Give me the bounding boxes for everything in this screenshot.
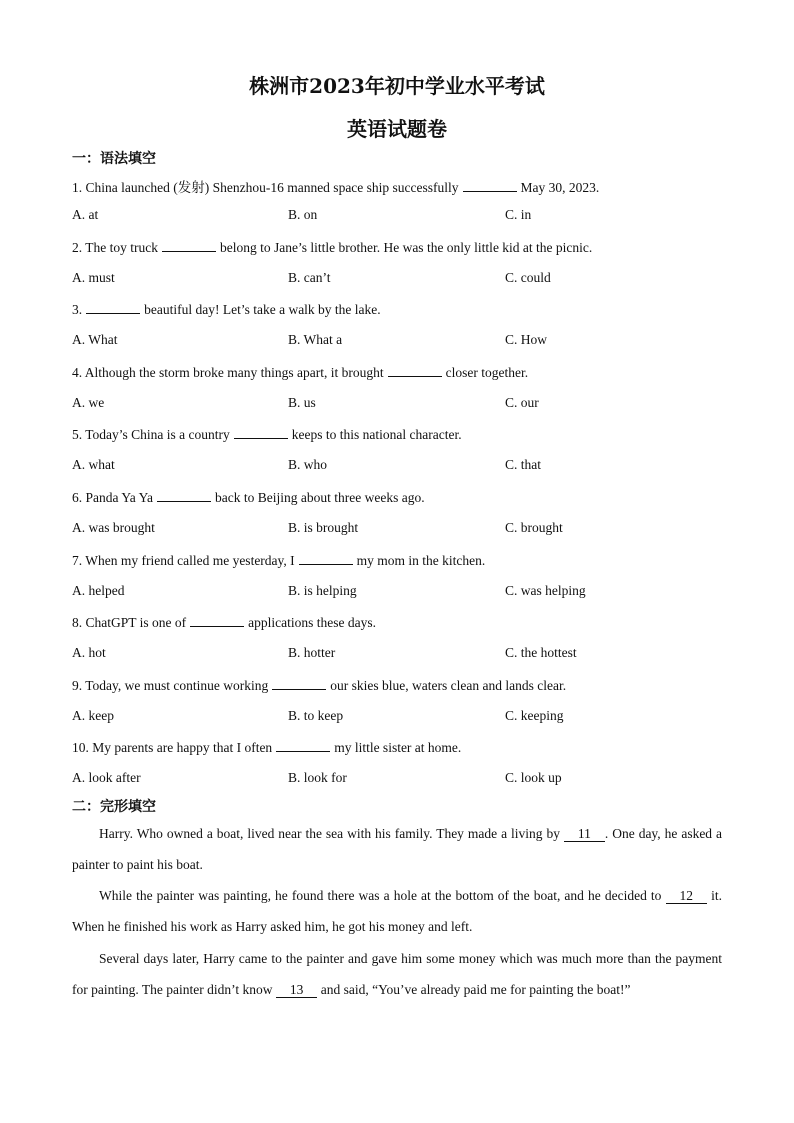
question-5	[72, 426, 462, 443]
option-b: B. hotter	[288, 645, 336, 661]
question-text-after: our skies blue, waters clean and lands clear.	[330, 677, 567, 693]
section-2-heading: 二：完形填空	[72, 799, 156, 815]
question-text-before: 1. China launched (发射) Shenzhou-16 manned space ship successfully	[72, 180, 459, 195]
answer-blank	[463, 179, 517, 192]
option-b: B. is brought	[288, 520, 359, 535]
question-text-before: 2. The toy truck	[72, 239, 158, 255]
question-text-after: my little sister at home.	[334, 740, 462, 756]
question-text-after: beautiful day! Let’s take a walk by the lake.	[144, 302, 381, 318]
option-b: B. who	[288, 457, 328, 473]
option-a: A. must	[72, 269, 115, 285]
option-c: C. look up	[505, 770, 562, 786]
option-a: A. was brought	[72, 520, 155, 535]
option-a: A. what	[72, 457, 115, 473]
exam-subtitle: 英语试题卷	[347, 117, 447, 141]
para-1-text-b: . One day, he asked a painter to paint his boat.	[72, 826, 723, 872]
para-3-text-a: Several days later, Harry came to the painter and gave him some money which was much more than the payment for painting. The painter didn’t know	[72, 951, 722, 997]
question-text-before: 9. Today, we must continue working	[72, 677, 269, 693]
cloze-paragraph-2	[72, 880, 722, 942]
question-text-after: May 30, 2023.	[520, 180, 600, 195]
option-a: A. at	[72, 207, 99, 222]
option-a: A. we	[72, 394, 105, 410]
answer-blank	[86, 301, 140, 314]
option-a: A. helped	[72, 582, 125, 598]
answer-blank	[272, 677, 326, 690]
question-text-after: my mom in the kitchen.	[356, 552, 486, 568]
question-6	[72, 489, 425, 506]
question-text-before: 7. When my friend called me yesterday, I	[72, 552, 295, 568]
option-c: C. our	[505, 394, 539, 410]
question-4	[72, 364, 528, 381]
para-2-text-a: While the painter was painting, he found there was a hole at the bottom of the boat, and he decided to	[99, 888, 662, 903]
question-1	[72, 176, 599, 196]
question-3	[72, 301, 381, 318]
option-b: B. look for	[288, 770, 347, 786]
question-text-before: 5. Today’s China is a country	[72, 427, 230, 443]
option-b: B. is helping	[288, 582, 357, 598]
cloze-blank-13: 13	[276, 983, 318, 998]
answer-blank	[157, 489, 211, 502]
section-1-heading: 一：语法填空	[72, 151, 156, 167]
question-text-before: 6. Panda Ya Ya	[72, 490, 154, 505]
question-text-before: 8. ChatGPT is one of	[72, 615, 187, 631]
cloze-blank-11: 11	[564, 827, 605, 842]
answer-blank	[190, 614, 244, 627]
question-10	[72, 739, 461, 756]
answer-blank	[276, 739, 330, 752]
question-9	[72, 677, 566, 694]
option-b: B. us	[288, 394, 316, 410]
question-text-before: 4. Although the storm broke many things apart, it brought	[72, 364, 384, 380]
option-c: C. the hottest	[505, 645, 577, 661]
question-text-after: back to Beijing about three weeks ago.	[215, 490, 425, 505]
option-c: C. that	[505, 457, 541, 473]
question-2	[72, 239, 592, 256]
para-3-text-b: and said, “You’ve already paid me for painting the boat!”	[320, 982, 631, 997]
answer-blank	[162, 239, 216, 252]
question-text-before: 3.	[72, 302, 83, 318]
question-7	[72, 552, 485, 569]
option-c: C. in	[505, 207, 532, 222]
option-c: C. was helping	[505, 582, 586, 598]
option-c: C. brought	[505, 520, 563, 535]
option-a: A. hot	[72, 645, 106, 661]
cloze-paragraph-3	[72, 943, 722, 1005]
question-text-after: belong to Jane’s little brother. He was the only little kid at the picnic.	[219, 239, 593, 255]
option-a: A. look after	[72, 770, 141, 786]
para-2-text-b: it. When he finished his work as Harry asked him, he got his money and left.	[72, 888, 722, 934]
question-text-before: 10. My parents are happy that I often	[72, 740, 273, 756]
question-text-after: applications these days.	[248, 615, 376, 631]
option-b: B. can’t	[288, 269, 331, 285]
cloze-paragraph-1	[72, 818, 722, 880]
answer-blank	[234, 426, 288, 439]
option-b: B. on	[288, 207, 318, 222]
option-b: B. to keep	[288, 707, 344, 723]
exam-title: 株洲市2023年初中学业水平考试	[249, 74, 545, 98]
option-a: A. keep	[72, 707, 114, 723]
question-8	[72, 614, 376, 631]
para-1-text-a: Harry. Who owned a boat, lived near the sea with his family. They made a living by	[99, 826, 560, 841]
option-c: C. How	[505, 332, 548, 348]
cloze-blank-12: 12	[666, 889, 708, 904]
option-b: B. What a	[288, 332, 343, 348]
question-text-after: keeps to this national character.	[291, 427, 462, 443]
question-text-after: closer together.	[445, 364, 529, 380]
answer-blank	[299, 552, 353, 565]
option-c: C. keeping	[505, 707, 564, 723]
option-c: C. could	[505, 269, 551, 285]
option-a: A. What	[72, 332, 118, 348]
answer-blank	[388, 364, 442, 377]
